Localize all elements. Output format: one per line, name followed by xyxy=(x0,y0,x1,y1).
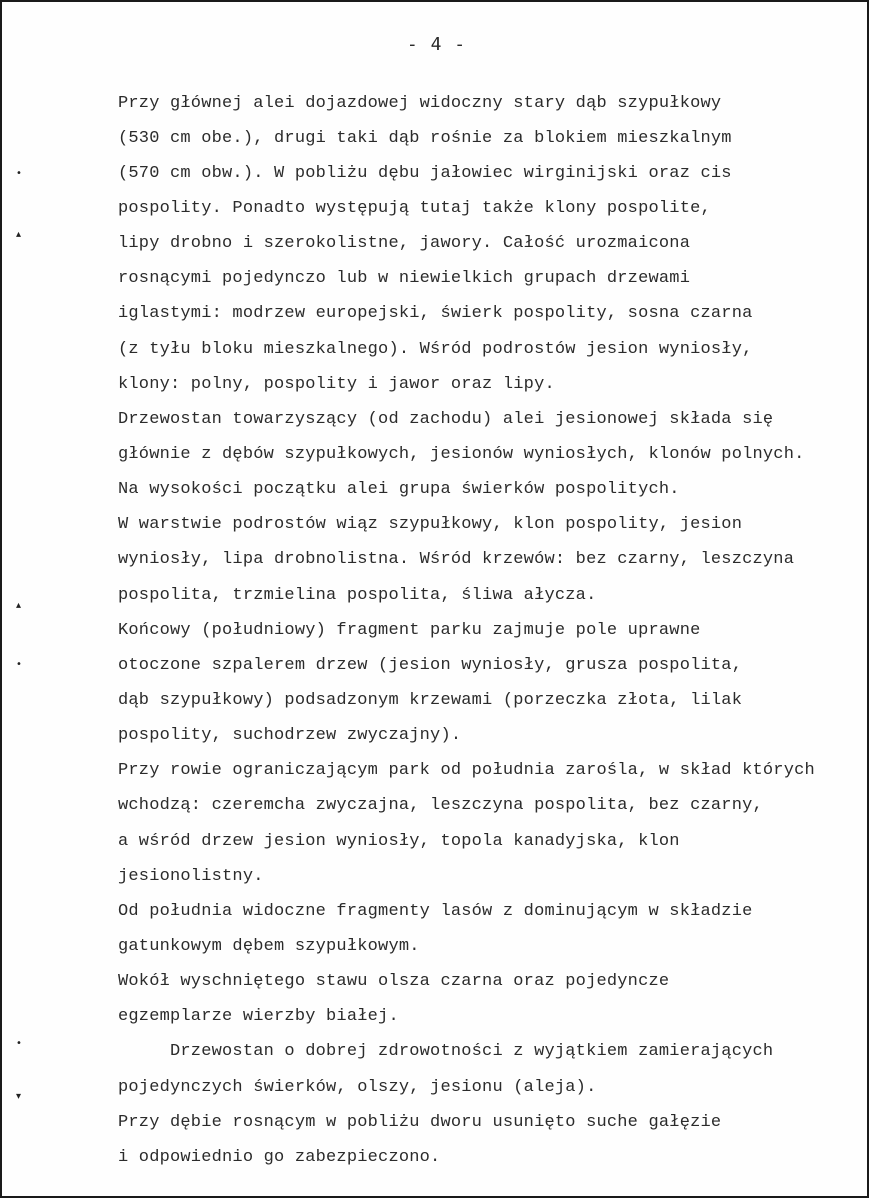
text-line: klony: polny, pospolity i jawor oraz lipy. xyxy=(118,375,555,394)
margin-tick-mark: • xyxy=(16,168,22,179)
text-line: (z tyłu bloku mieszkalnego). Wśród podrostów jesion wyniosły, xyxy=(118,340,753,359)
text-line: Na wysokości początku alei grupa świerków pospolitych. xyxy=(118,480,680,499)
text-line: wchodzą: czeremcha zwyczajna, leszczyna pospolita, bez czarny, xyxy=(118,796,763,815)
margin-tick-mark: • xyxy=(16,659,22,670)
text-line: Przy głównej alei dojazdowej widoczny stary dąb szypułkowy xyxy=(118,94,722,113)
text-line: pospolity. Ponadto występują tutaj także klony pospolite, xyxy=(118,199,711,218)
text-line: Przy rowie ograniczającym park od południa zarośla, w skład których xyxy=(118,761,815,780)
text-line: (570 cm obw.). W pobliżu dębu jałowiec wirginijski oraz cis xyxy=(118,164,732,183)
text-line: W warstwie podrostów wiąz szypułkowy, klon pospolity, jesion xyxy=(118,515,743,534)
page-number: - 4 - xyxy=(406,34,467,55)
text-line: rosnącymi pojedynczo lub w niewielkich grupach drzewami xyxy=(118,269,691,288)
text-line: gatunkowym dębem szypułkowym. xyxy=(118,937,420,956)
text-line: a wśród drzew jesion wyniosły, topola kanadyjska, klon xyxy=(118,832,680,851)
text-line: lipy drobno i szerokolistne, jawory. Całość urozmaicona xyxy=(118,234,691,253)
margin-tick-mark: ▴ xyxy=(16,600,22,611)
text-line: i odpowiednio go zabezpieczono. xyxy=(118,1148,441,1167)
margin-tick-mark: ▾ xyxy=(16,1091,22,1102)
text-line: Drzewostan towarzyszący (od zachodu) alei jesionowej składa się xyxy=(118,410,774,429)
text-line: Drzewostan o dobrej zdrowotności z wyjątkiem zamierających xyxy=(118,1042,774,1061)
text-line: Przy dębie rosnącym w pobliżu dworu usunięto suche gałęzie xyxy=(118,1113,722,1132)
text-line: pospolita, trzmielina pospolita, śliwa ałycza. xyxy=(118,586,597,605)
margin-tick-mark: • xyxy=(16,1038,22,1049)
text-line: głównie z dębów szypułkowych, jesionów wyniosłych, klonów polnych. xyxy=(118,445,805,464)
text-line: pojedynczych świerków, olszy, jesionu (aleja). xyxy=(118,1078,597,1097)
text-line: Wokół wyschniętego stawu olsza czarna oraz pojedyncze xyxy=(118,972,670,991)
text-line: Końcowy (południowy) fragment parku zajmuje pole uprawne xyxy=(118,621,701,640)
text-line: iglastymi: modrzew europejski, świerk pospolity, sosna czarna xyxy=(118,304,753,323)
text-line: (530 cm obe.), drugi taki dąb rośnie za blokiem mieszkalnym xyxy=(118,129,732,148)
text-line: wyniosły, lipa drobnolistna. Wśród krzewów: bez czarny, leszczyna xyxy=(118,550,795,569)
text-line: egzemplarze wierzby białej. xyxy=(118,1007,399,1026)
text-line: pospolity, suchodrzew zwyczajny). xyxy=(118,726,462,745)
text-line: dąb szypułkowy) podsadzonym krzewami (porzeczka złota, lilak xyxy=(118,691,743,710)
text-line: Od południa widoczne fragmenty lasów z dominującym w składzie xyxy=(118,902,753,921)
margin-tick-mark: ▴ xyxy=(16,229,22,240)
text-line: otoczone szpalerem drzew (jesion wyniosły, grusza pospolita, xyxy=(118,656,743,675)
text-line: jesionolistny. xyxy=(118,867,264,886)
